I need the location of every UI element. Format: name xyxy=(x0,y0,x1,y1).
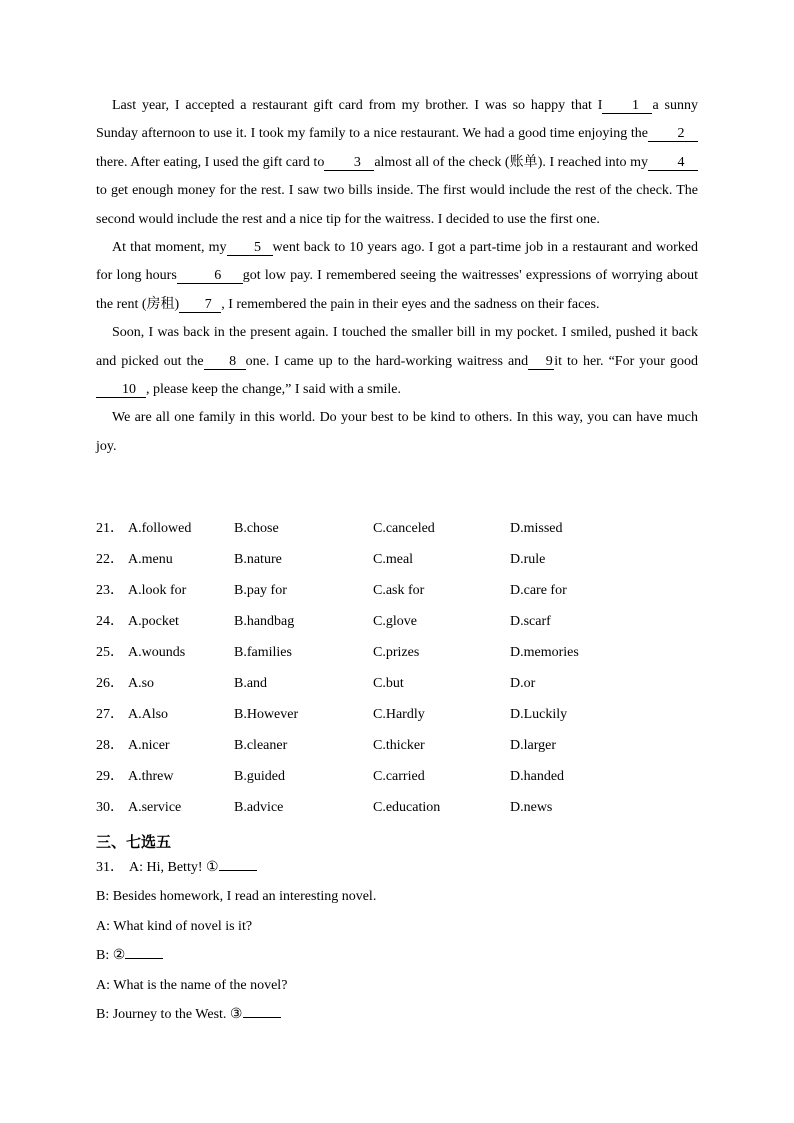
option-row-21 xyxy=(96,513,716,544)
blank-2: 2 xyxy=(648,126,698,142)
option-a: A.Also xyxy=(128,707,169,722)
text: to get enough money for the rest. I saw two bills inside. The first would include the rest of the check. The second would include the rest and a nice tip for the waitress. I decided to use the first one. xyxy=(96,183,698,227)
option-b: B.handbag xyxy=(234,614,295,629)
option-c: C.education xyxy=(373,800,441,815)
option-a: A.threw xyxy=(128,769,174,784)
option-a: A.wounds xyxy=(128,645,186,660)
text: Soon, I was back in the present again. I touched the smaller bill in my pocket. I smiled, pushed it back and picked out the xyxy=(96,325,698,369)
option-row-24 xyxy=(96,606,716,637)
option-a: A.menu xyxy=(128,552,173,567)
text: , please keep the change,” I said with a smile. xyxy=(146,382,402,398)
dialogue-line-6 xyxy=(96,1000,696,1029)
text: one. I came up to the hard-working waitress and xyxy=(245,353,529,369)
text: , I remembered the pain in their eyes and the sadness on their faces. xyxy=(221,296,600,312)
section-title: 三、七选五 xyxy=(96,833,172,851)
blank-3: 3 xyxy=(324,155,374,171)
text: At that moment, my xyxy=(112,240,227,256)
option-row-26 xyxy=(96,668,716,699)
blank-10: 10 xyxy=(96,382,146,398)
question-number: 27． xyxy=(96,707,124,722)
option-b: B.However xyxy=(234,707,299,722)
option-d: D.care for xyxy=(510,583,567,598)
option-a: A.nicer xyxy=(128,738,170,753)
option-c: C.Hardly xyxy=(373,707,425,722)
option-c: C.thicker xyxy=(373,738,425,753)
option-b: B.guided xyxy=(234,769,285,784)
blank-9: 9 xyxy=(528,354,554,370)
option-row-30 xyxy=(96,792,716,823)
question-number: 30． xyxy=(96,800,124,815)
question-number: 21． xyxy=(96,521,124,536)
option-c: C.but xyxy=(373,676,404,691)
option-c: C.glove xyxy=(373,614,417,629)
paragraph-3 xyxy=(96,319,698,404)
option-row-28 xyxy=(96,730,716,761)
cloze-passage xyxy=(96,92,698,461)
option-a: A.look for xyxy=(128,583,187,598)
text: it to her. “For your good xyxy=(554,353,698,369)
option-c: C.canceled xyxy=(373,521,435,536)
answer-options xyxy=(96,513,716,823)
option-row-23 xyxy=(96,575,716,606)
option-c: C.meal xyxy=(373,552,414,567)
question-number: 23． xyxy=(96,583,124,598)
text: got low pay. I remembered seeing the waitresses' expressions of worrying about the rent (房租) xyxy=(96,268,698,312)
text: there. After eating, I used the gift card to xyxy=(96,154,325,170)
dialogue-line-5: A: What is the name of the novel? xyxy=(96,977,288,993)
dialogue-text: B: Journey to the West. ③ xyxy=(96,1006,243,1022)
option-d: D.Luckily xyxy=(510,707,568,722)
option-c: C.prizes xyxy=(373,645,420,660)
blank-7: 7 xyxy=(179,297,221,313)
option-d: D.handed xyxy=(510,769,565,784)
text: a sunny Sunday afternoon to use it. I took my family to a nice restaurant. We had a good time enjoying the xyxy=(96,98,698,142)
question-number: 25． xyxy=(96,645,124,660)
option-c: C.carried xyxy=(373,769,425,784)
paragraph-1 xyxy=(96,92,698,234)
option-a: A.service xyxy=(128,800,182,815)
question-number: 24． xyxy=(96,614,124,629)
option-d: D.missed xyxy=(510,521,563,536)
option-a: A.followed xyxy=(128,521,192,536)
dialogue xyxy=(96,853,696,1029)
answer-blank-2 xyxy=(125,958,163,959)
option-a: A.so xyxy=(128,676,155,691)
text: Last year, I accepted a restaurant gift card from my brother. I was so happy that I xyxy=(112,98,603,113)
question-number: 29． xyxy=(96,769,124,784)
question-number: 31． xyxy=(96,860,124,875)
option-row-22 xyxy=(96,544,716,575)
question-number: 22． xyxy=(96,552,124,567)
option-b: B.and xyxy=(234,676,268,691)
option-b: B.advice xyxy=(234,800,284,815)
answer-blank-1 xyxy=(219,870,257,871)
paragraph-2 xyxy=(96,234,698,319)
question-number: 26． xyxy=(96,676,124,691)
text: went back to 10 years ago. I got a part-time job in a restaurant and worked for long hours xyxy=(96,240,698,284)
dialogue-line-1 xyxy=(96,853,696,882)
paragraph-4: We are all one family in this world. Do your best to be kind to others. In this way, you can have much joy. xyxy=(96,410,698,454)
text: almost all of the check (账单). I reached into my xyxy=(374,154,649,170)
option-b: B.nature xyxy=(234,552,282,567)
dialogue-text: B: ② xyxy=(96,948,126,964)
option-b: B.chose xyxy=(234,521,279,536)
question-number: 28． xyxy=(96,738,124,753)
option-d: D.larger xyxy=(510,738,556,753)
dialogue-text: A: Hi, Betty! ① xyxy=(129,860,219,875)
option-d: D.memories xyxy=(510,645,579,660)
answer-blank-3 xyxy=(243,1017,281,1018)
option-d: D.or xyxy=(510,676,536,691)
option-a: A.pocket xyxy=(128,614,179,629)
blank-8: 8 xyxy=(204,354,246,370)
dialogue-line-4 xyxy=(96,941,696,970)
option-c: C.ask for xyxy=(373,583,425,598)
blank-5: 5 xyxy=(227,240,273,256)
option-d: D.rule xyxy=(510,552,546,567)
dialogue-line-3: A: What kind of novel is it? xyxy=(96,918,253,934)
option-row-27 xyxy=(96,699,716,730)
option-b: B.pay for xyxy=(234,583,287,598)
option-b: B.cleaner xyxy=(234,738,288,753)
blank-1: 1 xyxy=(602,98,652,114)
option-row-25 xyxy=(96,637,716,668)
option-b: B.families xyxy=(234,645,292,660)
blank-4: 4 xyxy=(648,155,698,171)
blank-6: 6 xyxy=(177,268,243,284)
option-d: D.scarf xyxy=(510,614,551,629)
option-d: D.news xyxy=(510,800,553,815)
option-row-29 xyxy=(96,761,716,792)
dialogue-line-2: B: Besides homework, I read an interesting novel. xyxy=(96,889,377,905)
